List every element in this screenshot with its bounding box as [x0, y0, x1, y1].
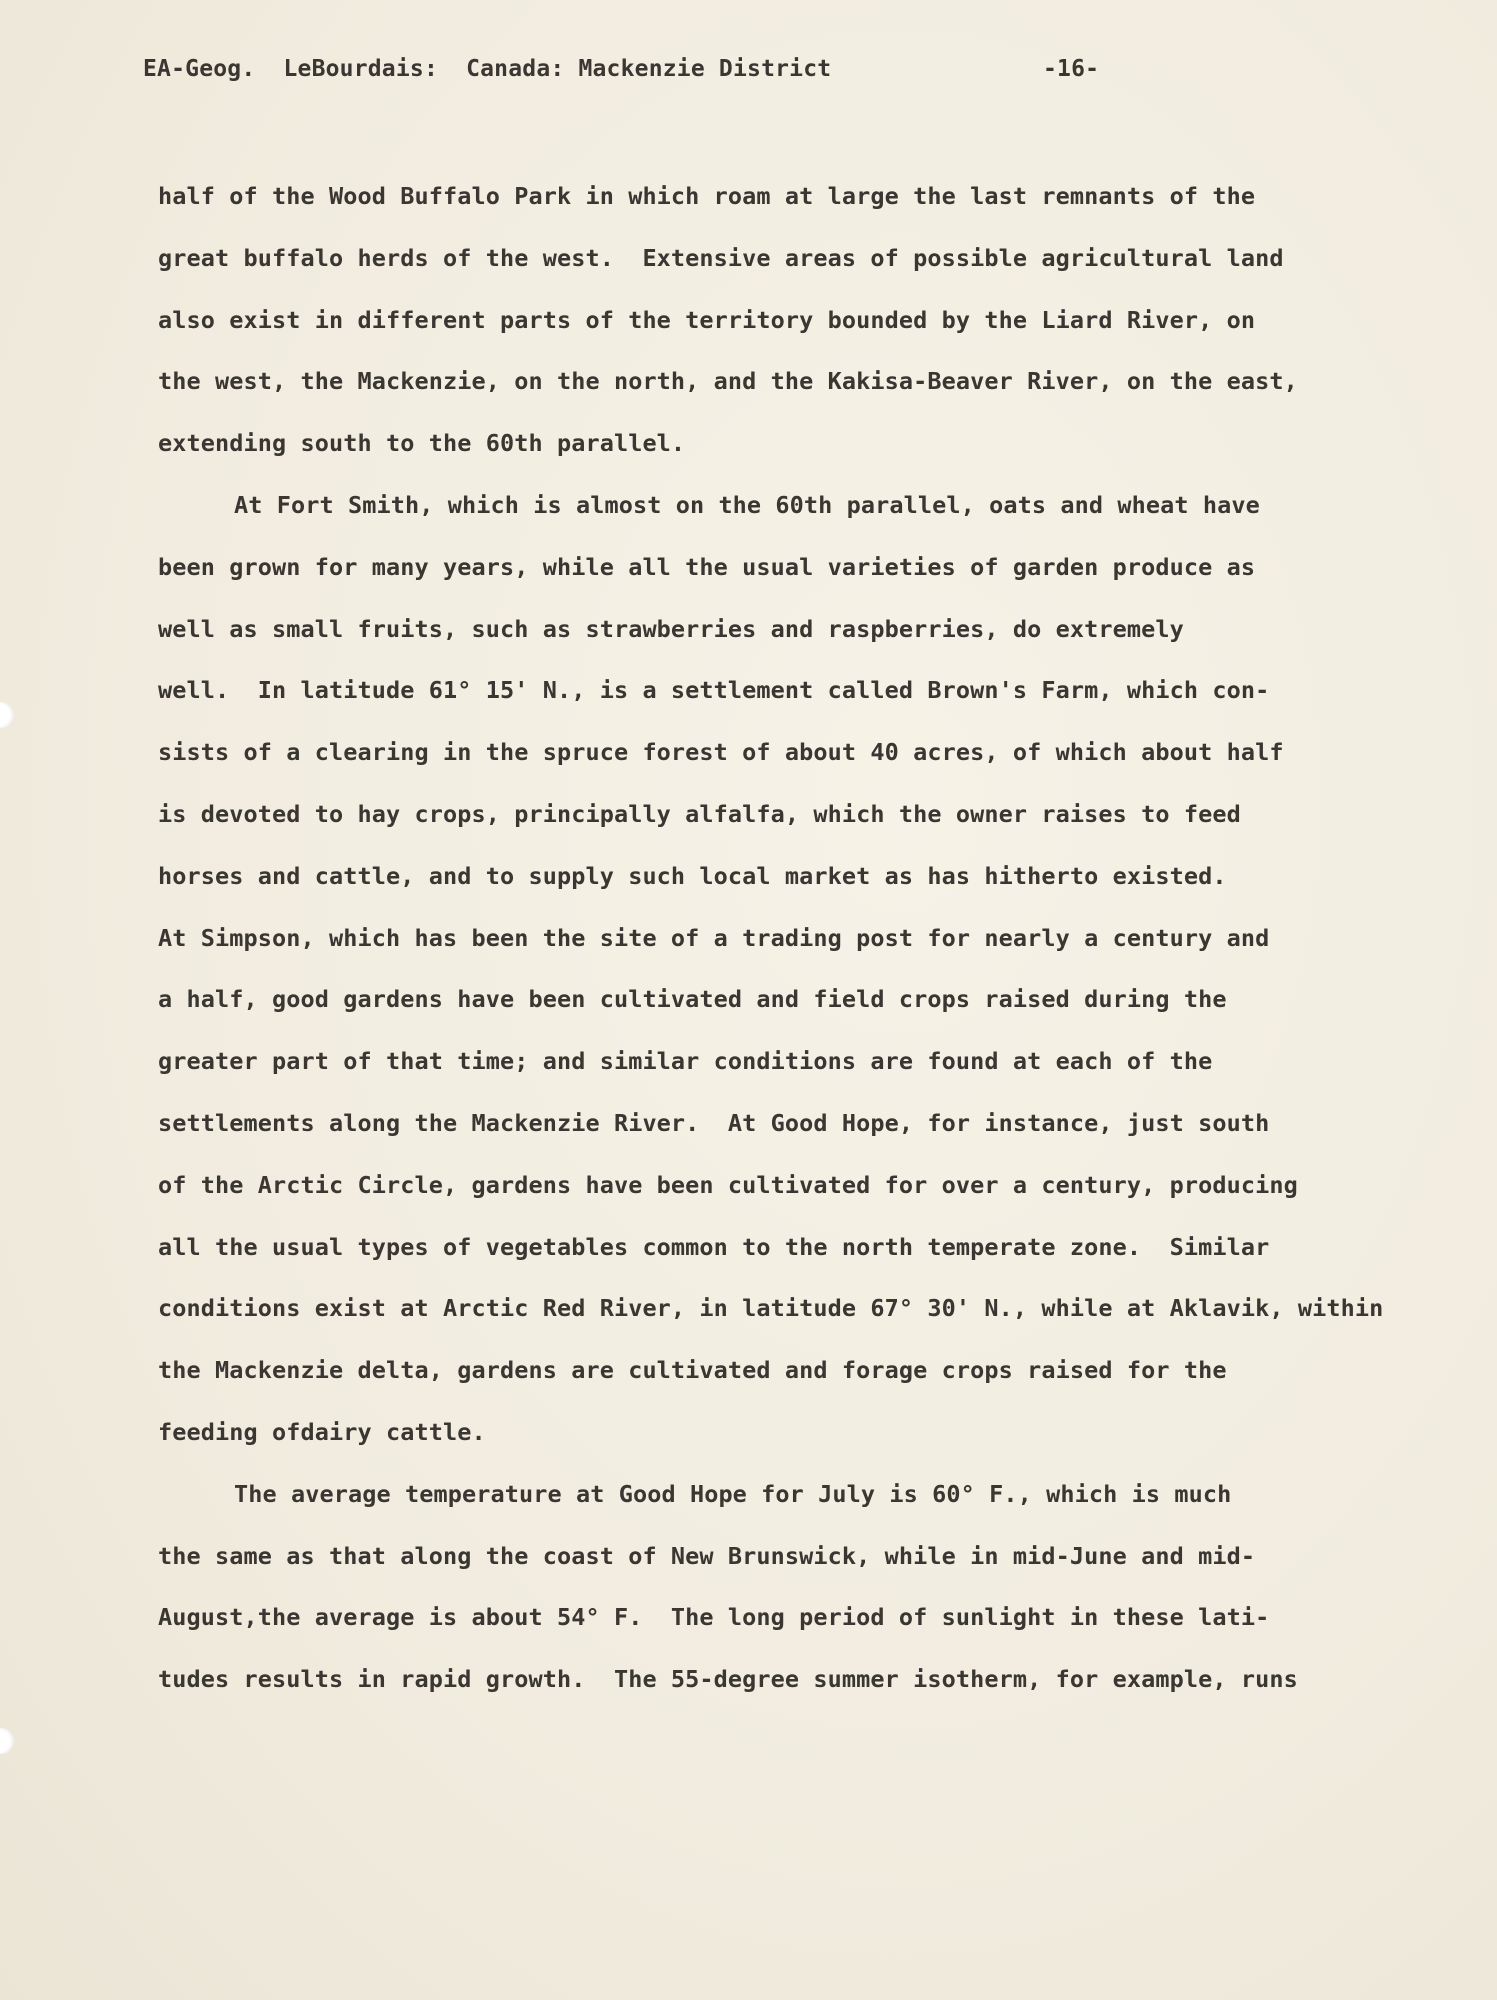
page-header: [143, 56, 1143, 90]
text-line: a half, good gardens have been cultivated and field crops raised during the: [158, 985, 1227, 1014]
text-line: is devoted to hay crops, principally alfalfa, which the owner raises to feed: [158, 799, 1241, 828]
page-number: -16-: [1043, 56, 1100, 82]
text-line: conditions exist at Arctic Red River, in latitude 67° 30' N., while at Aklavik, within: [158, 1294, 1384, 1323]
body-text: [158, 176, 1478, 1721]
text-line: all the usual types of vegetables common to the north temperate zone. Similar: [158, 1232, 1270, 1261]
paragraph-start-line: At Fort Smith, which is almost on the 60th parallel, oats and wheat have: [234, 490, 1260, 519]
text-line: tudes results in rapid growth. The 55-degree summer isotherm, for example, runs: [158, 1665, 1298, 1694]
text-line: also exist in different parts of the territory bounded by the Liard River, on: [158, 305, 1256, 334]
text-line: extending south to the 60th parallel.: [158, 429, 686, 458]
text-line: the same as that along the coast of New Brunswick, while in mid-June and mid-: [158, 1541, 1256, 1570]
text-line: been grown for many years, while all the usual varieties of garden produce as: [158, 552, 1256, 581]
text-line: great buffalo herds of the west. Extensive areas of possible agricultural land: [158, 243, 1284, 272]
text-line: August,the average is about 54° F. The long period of sunlight in these lati-: [158, 1603, 1270, 1632]
text-line: well. In latitude 61° 15' N., is a settlement called Brown's Farm, which con-: [158, 676, 1270, 705]
punch-hole: [0, 702, 14, 728]
text-line: half of the Wood Buffalo Park in which roam at large the last remnants of the: [158, 182, 1256, 210]
header-title: EA-Geog. LeBourdais: Canada: Mackenzie District: [143, 56, 832, 82]
text-line: sists of a clearing in the spruce forest of about 40 acres, of which about half: [158, 738, 1284, 767]
text-line: settlements along the Mackenzie River. At Good Hope, for instance, just south: [158, 1108, 1270, 1137]
paragraph-start-line: The average temperature at Good Hope for July is 60° F., which is much: [234, 1479, 1232, 1508]
text-line: the west, the Mackenzie, on the north, and the Kakisa-Beaver River, on the east,: [158, 367, 1298, 396]
text-line: horses and cattle, and to supply such local market as has hitherto existed.: [158, 861, 1227, 890]
punch-hole: [0, 1728, 14, 1754]
text-line: feeding ofdairy cattle.: [158, 1417, 486, 1446]
text-line: well as small fruits, such as strawberries and raspberries, do extremely: [158, 614, 1184, 643]
text-line: of the Arctic Circle, gardens have been cultivated for over a century, producing: [158, 1170, 1298, 1199]
text-line: At Simpson, which has been the site of a trading post for nearly a century and: [158, 923, 1270, 952]
text-line: the Mackenzie delta, gardens are cultivated and forage crops raised for the: [158, 1356, 1227, 1385]
text-line: greater part of that time; and similar conditions are found at each of the: [158, 1047, 1213, 1076]
